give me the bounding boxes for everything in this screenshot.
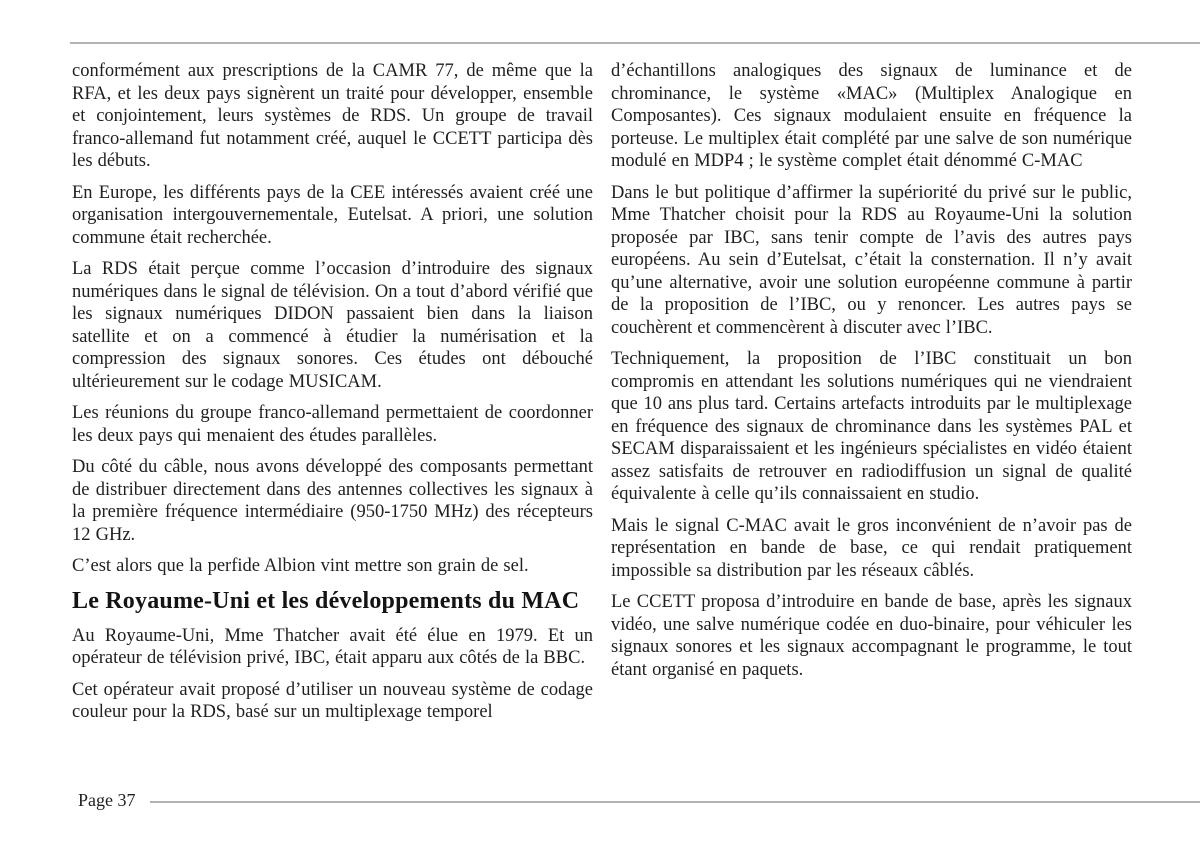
paragraph: La RDS était perçue comme l’occasion d’introduire des signaux numériques dans le signal de télévision. On a tout d’abord vérifié que les signaux numériques DIDON passaient bien dans la liaison satellite et on a commencé à étudier la numérisation et la compression des signaux sonores. Ces études ont débouché ultérieurement sur le codage MUSICAM. <box>72 259 593 392</box>
paragraph: Du côté du câble, nous avons développé des composants permettant de distribuer directement dans des antennes collectives les signaux à la première fréquence intermédiaire (950-1750 MHz) des récepteurs 12 GHz. <box>72 457 593 545</box>
paragraph: Au Royaume-Uni, Mme Thatcher avait été élue en 1979. Et un opérateur de télévision privé, IBC, était apparu aux côtés de la BBC. <box>72 625 593 668</box>
paragraph: En Europe, les différents pays de la CEE intéressés avaient créé une organisation intergouvernementale, Eutelsat. A priori, une solution commune était recherchée. <box>72 182 593 248</box>
page-content <box>72 60 1132 733</box>
right-column <box>611 60 1132 733</box>
header-rule <box>70 42 1200 44</box>
page-footer <box>78 789 1200 811</box>
paragraph: C’est alors que la perfide Albion vint mettre son grain de sel. <box>72 556 529 576</box>
paragraph: conformément aux prescriptions de la CAMR 77, de même que la RFA, et les deux pays signèrent un traité pour développer, ensemble et conjointement, leurs systèmes de RDS. Un groupe de travail franco-allemand fut notamment créé, auquel le CCETT participa dès les débuts. <box>72 61 593 171</box>
paragraph: d’échantillons analogiques des signaux de luminance et de chrominance, le système «MAC» (Multiplex Analogique en Composantes). Ces signaux modulaient ensuite en fréquence la porteuse. Le multiplex était complété par une salve de son numérique modulé en MDP4 ; le système complet était dénommé C-MAC <box>611 61 1132 171</box>
paragraph: Techniquement, la proposition de l’IBC constituait un bon compromis en attendant les solutions numériques qui ne viendraient que 10 ans plus tard. Certains artefacts introduits par le multiplexage en fréquence des signaux de chrominance dans les systèmes PAL et SECAM disparaissaient et les ingénieurs spécialistes en vidéo étaient assez satisfaits de retrouver en radiodiffusion un signal de qualité équivalente à celle qu’ils connaissaient en studio. <box>611 349 1132 504</box>
paragraph: Cet opérateur avait proposé d’utiliser un nouveau système de codage couleur pour la RDS, basé sur un multiplexage temporel <box>72 679 593 722</box>
paragraph: Le CCETT proposa d’introduire en bande de base, après les signaux vidéo, une salve numérique codée en duo-binaire, pour véhiculer les signaux sonores et les signaux accompagnant le programme, le tout étant organisé en paquets. <box>611 592 1132 680</box>
paragraph: Dans le but politique d’affirmer la supériorité du privé sur le public, Mme Thatcher choisit pour la RDS au Royaume-Uni la solution proposée par IBC, sans tenir compte de l’avis des autres pays européens. Au sein d’Eutelsat, c’était la consternation. Il n’y avait qu’une alternative, avoir une solution européenne commune à partir de la proposition de l’IBC, ou y renoncer. Les autres pays se couchèrent et commencèrent à discuter avec l’IBC. <box>611 182 1132 338</box>
left-column <box>72 60 593 733</box>
paragraph: Mais le signal C-MAC avait le gros inconvénient de n’avoir pas de représentation en bande de base, ce qui rendait pratiquement impossible sa distribution par les réseaux câblés. <box>611 515 1132 581</box>
section-heading: Le Royaume-Uni et les développements du MAC <box>72 587 580 614</box>
footer-rule <box>150 801 1200 803</box>
page-number: Page 37 <box>78 790 136 810</box>
paragraph: Les réunions du groupe franco-allemand permettaient de coordonner les deux pays qui menaient des études parallèles. <box>72 403 593 446</box>
